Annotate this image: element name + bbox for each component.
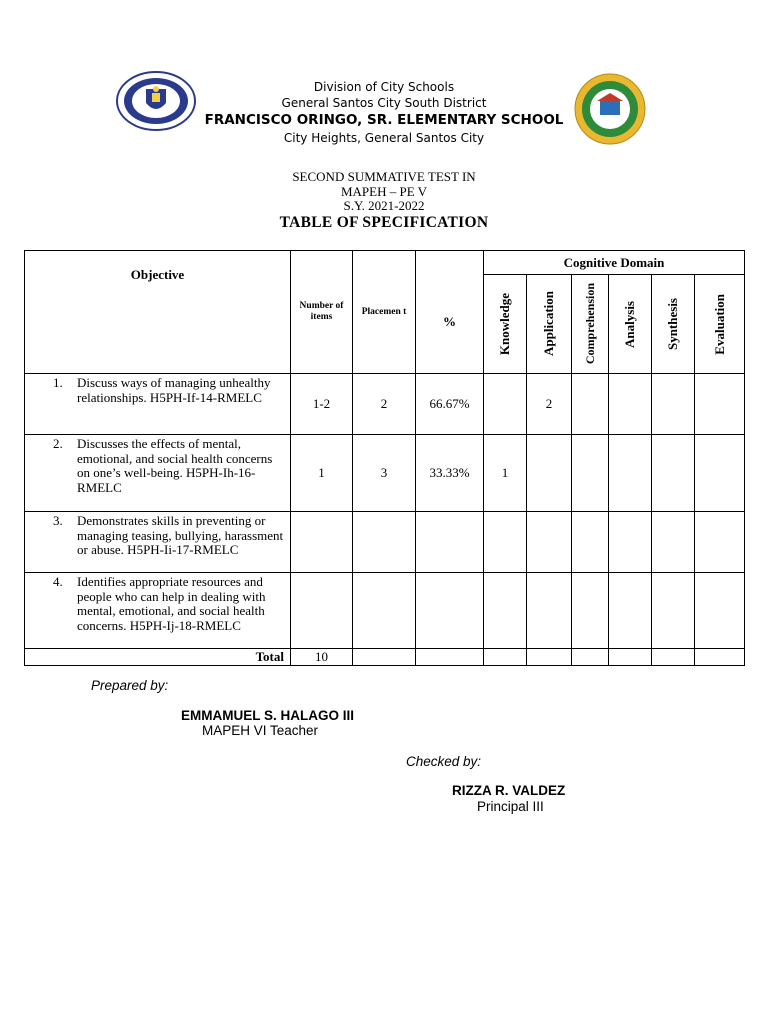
comprehension-cell [572,374,609,435]
synthesis-cell [652,573,695,649]
checker-name: RIZZA R. VALDEZ [452,783,566,798]
table-row [25,573,745,649]
objective-cell: 2. Discusses the effects of mental, emotional, and social health concerns on one’s well-being. H5PH-Ih-16-RMELC [25,435,291,512]
test-line-2: MAPEH – PE V [340,184,428,199]
evaluation-cell [695,374,745,435]
school-address: City Heights, General Santos City [283,131,485,145]
knowledge-cell: 1 [484,435,527,512]
empty-cell [353,649,416,666]
objective-cell: 4. Identifies appropriate resources and people who can help in dealing with mental, emotional, and social health concerns. H5PH-Ij-18-RMELC [25,573,291,649]
analysis-cell [609,374,652,435]
analysis-cell [609,512,652,573]
header-percent: % [416,251,484,374]
application-cell: 2 [527,374,572,435]
percent-cell [416,512,484,573]
empty-cell [416,649,484,666]
header-evaluation: Evaluation [695,275,745,374]
objective-cell: 1. Discuss ways of managing unhealthy relationships. H5PH-If-14-RMELC [25,374,291,435]
test-line-3: S.Y. 2021-2022 [343,198,425,213]
percent-cell [416,573,484,649]
header-application: Application [527,275,572,374]
division-title: Division of City Schools [313,80,455,94]
comprehension-cell [572,435,609,512]
table-row [25,374,745,435]
number-cell: 1 [291,435,353,512]
table-row [25,435,745,512]
analysis-cell [609,573,652,649]
knowledge-cell [484,374,527,435]
comprehension-cell [572,573,609,649]
application-cell [527,435,572,512]
total-label: Total [25,649,291,666]
placement-cell: 3 [353,435,416,512]
number-cell [291,512,353,573]
percent-cell: 33.33% [416,435,484,512]
header-comprehension: Comprehension [572,275,609,374]
number-cell: 1-2 [291,374,353,435]
knowledge-cell [484,573,527,649]
empty-cell [652,649,695,666]
analysis-cell [609,435,652,512]
header-placement: Placemen t [353,251,416,374]
header-analysis: Analysis [609,275,652,374]
preparer-name: EMMAMUEL S. HALAGO III [181,708,355,723]
comprehension-cell [572,512,609,573]
header-cognitive-domain: Cognitive Domain [484,251,745,275]
application-cell [527,512,572,573]
checker-title: Principal III [477,799,544,814]
specification-table [24,250,745,666]
header-knowledge: Knowledge [484,275,527,374]
district-title: General Santos City South District [281,96,487,110]
total-row [25,649,745,666]
evaluation-cell [695,512,745,573]
placement-cell: 2 [353,374,416,435]
evaluation-cell [695,573,745,649]
checked-by-label: Checked by: [406,754,482,769]
preparer-title: MAPEH VI Teacher [202,723,319,738]
synthesis-cell [652,435,695,512]
application-cell [527,573,572,649]
empty-cell [527,649,572,666]
empty-cell [572,649,609,666]
table-row [25,512,745,573]
evaluation-cell [695,435,745,512]
header-objective: Objective [25,251,291,374]
prepared-by-label: Prepared by: [91,678,169,693]
number-cell [291,573,353,649]
placement-cell [353,573,416,649]
objective-cell: 3. Demonstrates skills in preventing or managing teasing, bullying, harassment or abuse. H5PH-Ii-17-RMELC [25,512,291,573]
total-value: 10 [291,649,353,666]
empty-cell [484,649,527,666]
header-number-of-items: Number of items [291,251,353,374]
placement-cell [353,512,416,573]
empty-cell [695,649,745,666]
synthesis-cell [652,374,695,435]
knowledge-cell [484,512,527,573]
header-synthesis: Synthesis [652,275,695,374]
empty-cell [609,649,652,666]
school-name: FRANCISCO ORINGO, SR. ELEMENTARY SCHOOL [204,112,564,128]
percent-cell: 66.67% [416,374,484,435]
document-title: TABLE OF SPECIFICATION [279,214,489,231]
synthesis-cell [652,512,695,573]
test-line-1: SECOND SUMMATIVE TEST IN [292,169,476,184]
